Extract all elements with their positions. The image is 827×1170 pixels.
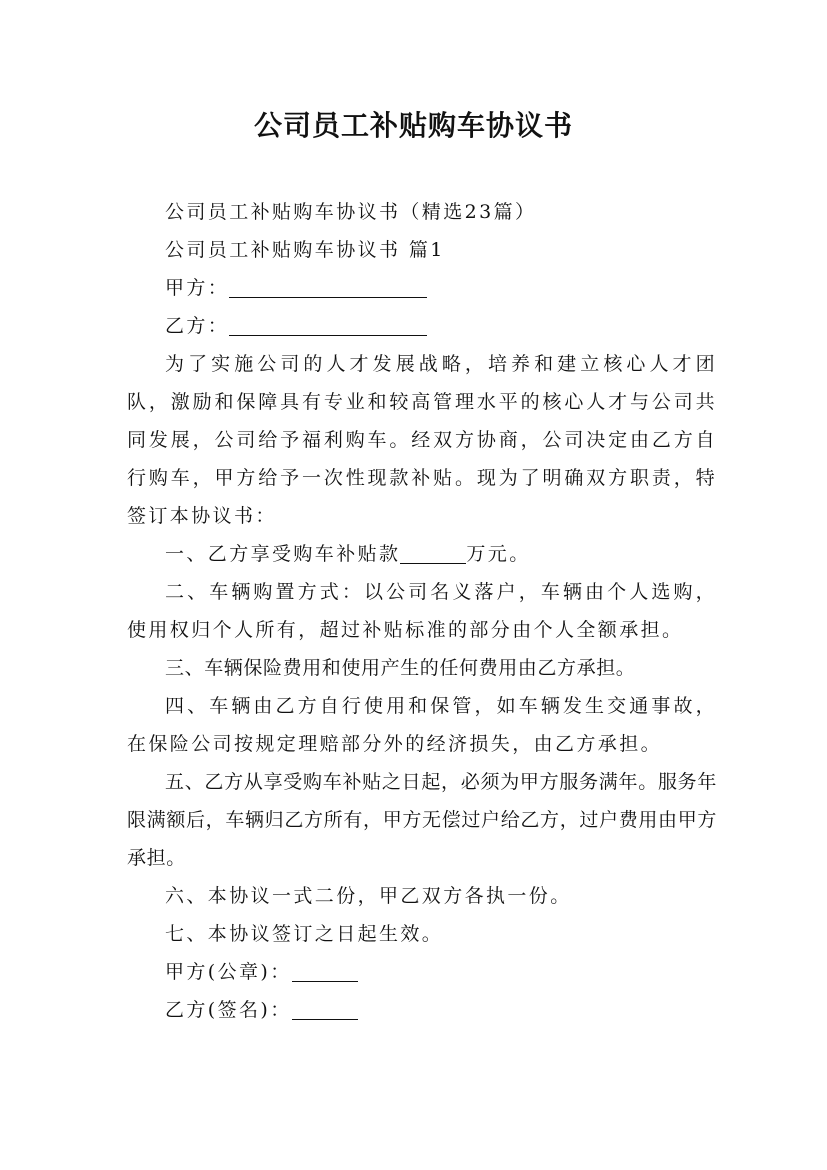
sign-a-label: 甲方(公章)：	[165, 961, 292, 983]
party-a-label: 甲方：	[165, 277, 230, 299]
clause-2: 二、车辆购置方式：以公司名义落户，车辆由个人选购，使用权归个人所有，超过补贴标准的部分由个人全额承担。	[127, 581, 717, 641]
sign-a-line	[127, 953, 717, 991]
clause-6: 六、本协议一式二份，甲乙双方各执一份。	[165, 885, 572, 907]
document-title: 公司员工补贴购车协议书	[253, 109, 573, 142]
intro-paragraph: 为了实施公司的人才发展战略，培养和建立核心人才团队，激励和保障具有专业和较高管理水平的核心人才与公司共同发展，公司给予福利购车。经双方协商，公司决定由乙方自行购车，甲方给予一次性现款补贴。现为了明确双方职责，特签订本协议书：	[127, 353, 717, 527]
clause-7: 七、本协议签订之日起生效。	[165, 923, 444, 945]
party-a-blank	[229, 296, 427, 298]
sign-b-line	[127, 991, 717, 1029]
party-b-label: 乙方：	[165, 315, 230, 337]
party-a-line	[127, 269, 717, 307]
sign-b-blank	[292, 1018, 358, 1020]
clause-1	[127, 535, 717, 573]
sign-a-blank	[292, 980, 358, 982]
clause-1-before: 一、乙方享受购车补贴款	[165, 543, 401, 565]
clause-5: 五、乙方从享受购车补贴之日起，必须为甲方服务满年。服务年限满额后，车辆归乙方所有，甲方无偿过户给乙方，过户费用由甲方承担。	[127, 771, 717, 869]
document-body	[127, 193, 717, 1029]
subsidy-amount-blank	[400, 562, 466, 564]
party-b-line	[127, 307, 717, 345]
party-b-blank	[229, 334, 427, 336]
clause-1-after: 万元。	[466, 543, 531, 565]
clause-3: 三、车辆保险费用和使用产生的任何费用由乙方承担。	[165, 657, 636, 679]
sign-b-label: 乙方(签名)：	[165, 999, 292, 1021]
document-subtitle: 公司员工补贴购车协议书（精选23篇）	[165, 201, 537, 223]
clause-4: 四、车辆由乙方自行使用和保管，如车辆发生交通事故，在保险公司按规定理赔部分外的经济损失，由乙方承担。	[127, 695, 717, 755]
section-heading: 公司员工补贴购车协议书 篇1	[165, 239, 445, 261]
